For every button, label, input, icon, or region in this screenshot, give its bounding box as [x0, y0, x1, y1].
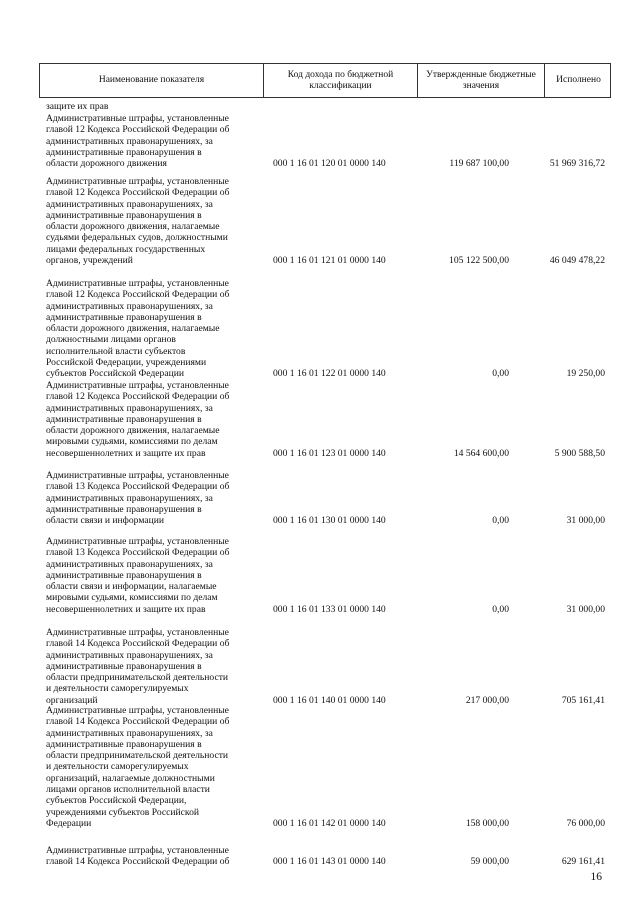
- row-code: 000 1 16 01 140 01 0000 140: [273, 695, 386, 706]
- header-code: Код дохода по бюджетной классификации: [263, 64, 417, 97]
- row-executed: 5 900 588,50: [554, 448, 605, 459]
- row-executed: 31 000,00: [566, 515, 605, 526]
- row-code: 000 1 16 01 130 01 0000 140: [273, 515, 386, 526]
- row-code: 000 1 16 01 123 01 0000 140: [273, 448, 386, 459]
- row-name: Административные штрафы, установленные главой 12 Кодекса Российской Федерации об административных правонарушениях, за административные правонарушения в области дорожного движения: [46, 113, 230, 170]
- row-approved: 119 687 100,00: [449, 158, 509, 169]
- row-executed: 76 000,00: [566, 818, 605, 829]
- row-code: 000 1 16 01 121 01 0000 140: [273, 255, 386, 266]
- row-approved: 0,00: [492, 604, 509, 615]
- row-code: 000 1 16 01 143 01 0000 140: [273, 856, 386, 867]
- row-code: 000 1 16 01 122 01 0000 140: [273, 368, 386, 379]
- row-executed: 705 161,41: [561, 695, 605, 706]
- row-executed: 51 969 316,72: [549, 158, 605, 169]
- page-number: 16: [590, 871, 602, 883]
- header-executed: Исполнено: [544, 64, 612, 97]
- row-name: Административные штрафы, установленные главой 13 Кодекса Российской Федерации об административных правонарушениях, за административные правонарушения в области связи и информации: [46, 470, 230, 527]
- row-approved: 217 000,00: [465, 695, 509, 706]
- row-approved: 0,00: [492, 515, 509, 526]
- continuation-text: защите их прав: [46, 101, 109, 112]
- row-approved: 14 564 600,00: [453, 448, 509, 459]
- row-name: Административные штрафы, установленные главой 12 Кодекса Российской Федерации об административных правонарушениях, за административные правонарушения в области дорожного движения, налагаемые должностными лицами органов исполнительной власти субъектов Российской Федерации, учреждениями субъектов Российской Федерации: [46, 278, 230, 380]
- row-code: 000 1 16 01 142 01 0000 140: [273, 818, 386, 829]
- row-approved: 158 000,00: [465, 818, 509, 829]
- row-executed: 46 049 478,22: [549, 255, 605, 266]
- row-executed: 629 161,41: [561, 856, 605, 867]
- header-name: Наименование показателя: [98, 75, 205, 85]
- row-code: 000 1 16 01 120 01 0000 140: [273, 158, 386, 169]
- row-approved: 59 000,00: [470, 856, 509, 867]
- header-approved: Утвержденные бюджетные значения: [417, 64, 544, 97]
- row-approved: 105 122 500,00: [449, 255, 509, 266]
- row-approved: 0,00: [492, 368, 509, 379]
- row-name: Административные штрафы, установленные главой 14 Кодекса Российской Федерации об: [46, 845, 230, 868]
- row-code: 000 1 16 01 133 01 0000 140: [273, 604, 386, 615]
- row-name: Административные штрафы, установленные главой 14 Кодекса Российской Федерации об административных правонарушениях, за административные правонарушения в области предпринимательской деятельности и деятельности саморегулируемых организаций, налагаемые должностными лицами органов исполнительной власти субъектов Российской Федерации, учреждениями субъектов Российской Федерации: [46, 705, 230, 829]
- row-executed: 19 250,00: [566, 368, 605, 379]
- row-executed: 31 000,00: [566, 604, 605, 615]
- row-name: Административные штрафы, установленные главой 13 Кодекса Российской Федерации об административных правонарушениях, за административные правонарушения в области связи и информации, налагаемые мировыми судьями, комиссиями по делам несовершеннолетних и защите их прав: [46, 536, 230, 615]
- row-name: Административные штрафы, установленные главой 12 Кодекса Российской Федерации об административных правонарушениях, за административные правонарушения в области дорожного движения, налагаемые мировыми судьями, комиссиями по делам несовершеннолетних и защите их прав: [46, 380, 230, 459]
- row-name: Административные штрафы, установленные главой 12 Кодекса Российской Федерации об административных правонарушениях, за административные правонарушения в области дорожного движения, налагаемые судьями федеральных судов, должностными лицами федеральных государственных органов, учреждений: [46, 176, 230, 267]
- row-name: Административные штрафы, установленные главой 14 Кодекса Российской Федерации об административных правонарушениях, за административные правонарушения в области предпринимательской деятельности и деятельности саморегулируемых организаций: [46, 627, 230, 706]
